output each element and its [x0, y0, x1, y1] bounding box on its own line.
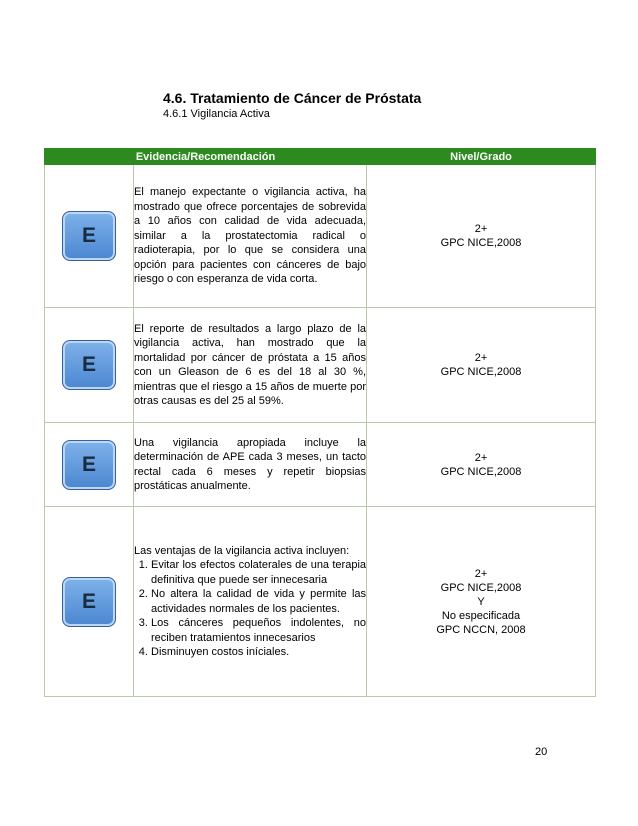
table-row: [45, 165, 596, 308]
list-item: 2. No altera la calidad de vida y permite las actividades normales de los pacientes.: [151, 587, 366, 616]
evidence-text: El manejo expectante o vigilancia activa, ha mostrado que ofrece porcentajes de sobrevida a 10 años con calidad de vida adecuada, similar a la prostatectomia radical o radioterapia, por lo que se considera una opción para pacientes con cánceres de bajo riesgo o con esperanza de vida corta.: [134, 186, 367, 286]
page-number: 20: [535, 746, 548, 758]
table-header-row: [45, 149, 596, 165]
badge-cell: [45, 423, 134, 507]
advantages-list: [134, 558, 366, 660]
badge-cell: [45, 507, 134, 697]
level-value: 2+: [474, 223, 488, 235]
evidence-table: [44, 148, 596, 697]
evidence-text: Una vigilancia apropiada incluye la determinación de APE cada 3 meses, un tacto rectal cada 6 meses y repetir biopsias prostáticas anualmente.: [134, 436, 367, 492]
evidence-badge: E: [62, 577, 116, 627]
list-item: 3. Los cánceres pequeños indolentes, no reciben tratamientos innecesarios: [151, 616, 366, 645]
badge-cell: [45, 308, 134, 423]
table-row: [45, 423, 596, 507]
evidence-text-cell: [134, 308, 367, 423]
list-item: 4. Disminuyen costos iníciales.: [151, 645, 366, 660]
level-source: GPC NICE,2008: [440, 237, 522, 249]
evidence-text: El reporte de resultados a largo plazo de la vigilancia activa, han mostrado que la mortalidad por cáncer de próstata a 15 años con un Gleason de 6 es del 18 al 30 %, mientras que el riesgo a 15 años de muerte por otras causas es del 25 al 59%.: [134, 322, 367, 407]
table-row: [45, 308, 596, 423]
level-source: GPC NICE,2008: [440, 465, 522, 478]
level-value: 2+: [474, 567, 488, 580]
evidence-badge: E: [62, 340, 116, 390]
level-column-header: Nivel/Grado: [367, 149, 596, 165]
evidence-column-header: Evidencia/Recomendación: [45, 149, 367, 165]
level-cell: [367, 165, 596, 308]
level-cell: [367, 423, 596, 507]
evidence-text-cell: [134, 165, 367, 308]
level-source: GPC NICE,2008: [440, 366, 522, 378]
level-value: 2+: [474, 451, 488, 464]
level-value-unspecified: No especificada: [441, 609, 521, 622]
subsection-heading: 4.6.1 Vigilancia Activa: [163, 108, 270, 120]
table-row: [45, 507, 596, 697]
level-value: 2+: [474, 352, 488, 364]
level-conjunction: Y: [477, 595, 485, 608]
evidence-text-cell: [134, 507, 367, 697]
level-source: GPC NCCN, 2008: [436, 623, 526, 636]
section-heading: 4.6. Tratamiento de Cáncer de Próstata: [163, 90, 422, 106]
level-cell: [367, 507, 596, 697]
level-cell: [367, 308, 596, 423]
evidence-intro: Las ventajas de la vigilancia activa incluyen:: [134, 544, 350, 557]
badge-cell: [45, 165, 134, 308]
level-source: GPC NICE,2008: [440, 581, 522, 594]
evidence-badge: E: [62, 440, 116, 490]
evidence-badge: E: [62, 211, 116, 261]
list-item: 1. Evitar los efectos colaterales de una terapia definitiva que puede ser innecesaria: [151, 558, 366, 587]
evidence-text-cell: [134, 423, 367, 507]
